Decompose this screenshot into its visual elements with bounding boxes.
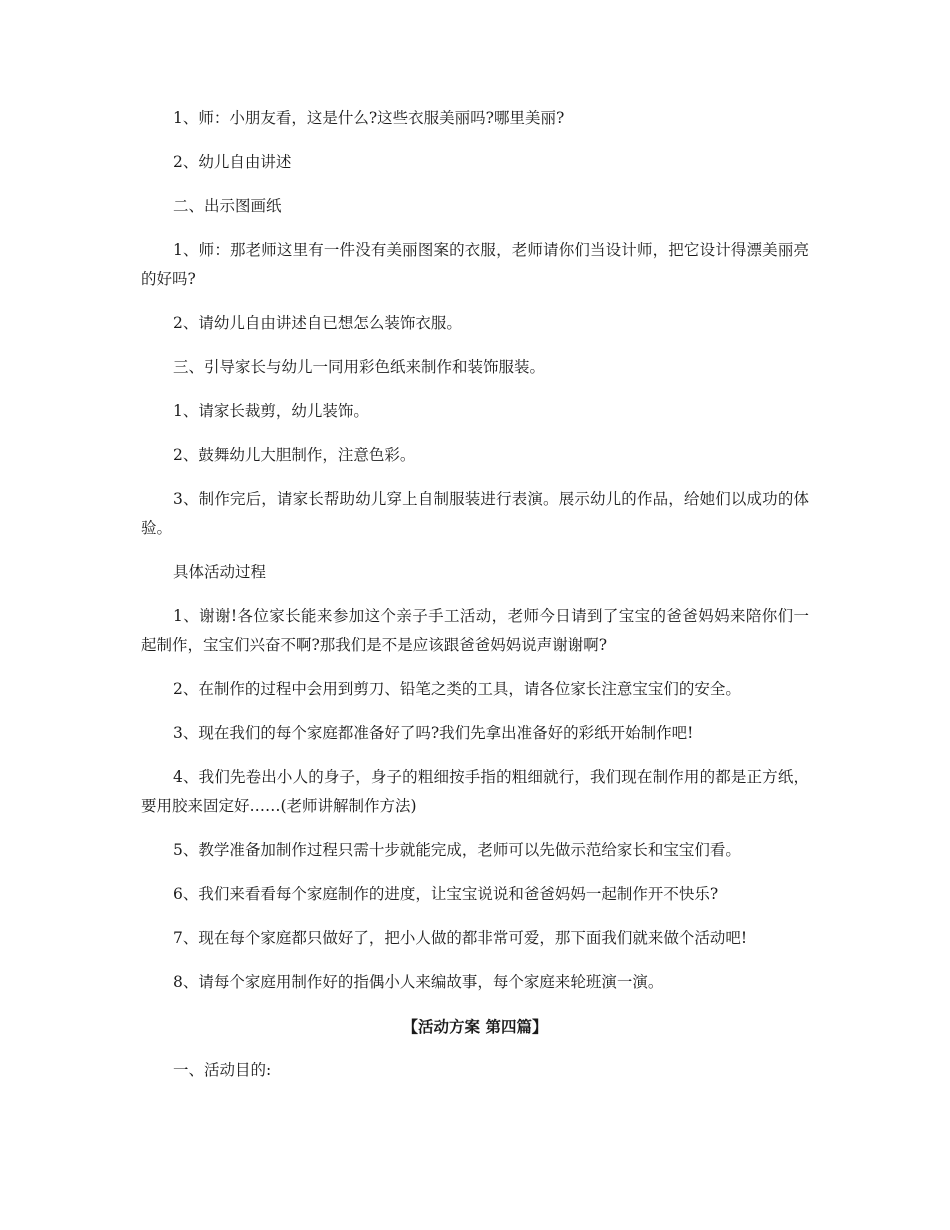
paragraph-7: 1、请家长裁剪，幼儿装饰。 [173,402,369,420]
paragraph-14: 4、我们先卷出小人的身子，身子的粗细按手指的粗细就行，我们现在制作用的都是正方纸，要用胶来固定好……(老师讲解制作方法) [141,768,809,815]
paragraph-13: 3、现在我们的每个家庭都准备好了吗?我们先拿出准备好的彩纸开始制作吧! [173,724,694,742]
final-paragraph: 一、活动目的: [173,1061,272,1079]
paragraph-3: 二、出示图画纸 [173,197,282,215]
paragraph-11: 1、谢谢!各位家长能来参加这个亲子手工活动，老师今日请到了宝宝的爸爸妈妈来陪你们一起制作，宝宝们兴奋不啊?那我们是不是应该跟爸爸妈妈说声谢谢啊? [141,607,809,654]
paragraph-16: 6、我们来看看每个家庭制作的进度，让宝宝说说和爸爸妈妈一起制作开不快乐? [173,885,719,903]
paragraph-18: 8、请每个家庭用制作好的指偶小人来编故事，每个家庭来轮班演一演。 [173,973,664,991]
paragraph-1: 1、师：小朋友看，这是什么?这些衣服美丽吗?哪里美丽? [173,109,565,127]
paragraph-15: 5、教学准备加制作过程只需十步就能完成，老师可以先做示范给家长和宝宝们看。 [173,841,741,859]
paragraph-2: 2、幼儿自由讲述 [173,153,292,171]
document-body [141,104,809,1100]
paragraph-9: 3、制作完后，请家长帮助幼儿穿上自制服装进行表演。展示幼儿的作品，给她们以成功的体验。 [141,490,809,537]
paragraph-4: 1、师：那老师这里有一件没有美丽图案的衣服，老师请你们当设计师，把它设计得漂美丽亮的好吗? [141,241,809,288]
paragraph-6: 三、引导家长与幼儿一同用彩色纸来制作和装饰服装。 [173,358,546,376]
paragraph-5: 2、请幼儿自由讲述自已想怎么装饰衣服。 [173,314,462,332]
paragraph-8: 2、鼓舞幼儿大胆制作，注意色彩。 [173,446,416,464]
paragraph-12: 2、在制作的过程中会用到剪刀、铅笔之类的工具，请各位家长注意宝宝们的安全。 [173,680,741,698]
paragraph-10: 具体活动过程 [173,563,267,581]
paragraph-17: 7、现在每个家庭都只做好了，把小人做的都非常可爱，那下面我们就来做个活动吧! [173,929,748,947]
section-heading: 【活动方案 第四篇】 [402,1017,548,1036]
